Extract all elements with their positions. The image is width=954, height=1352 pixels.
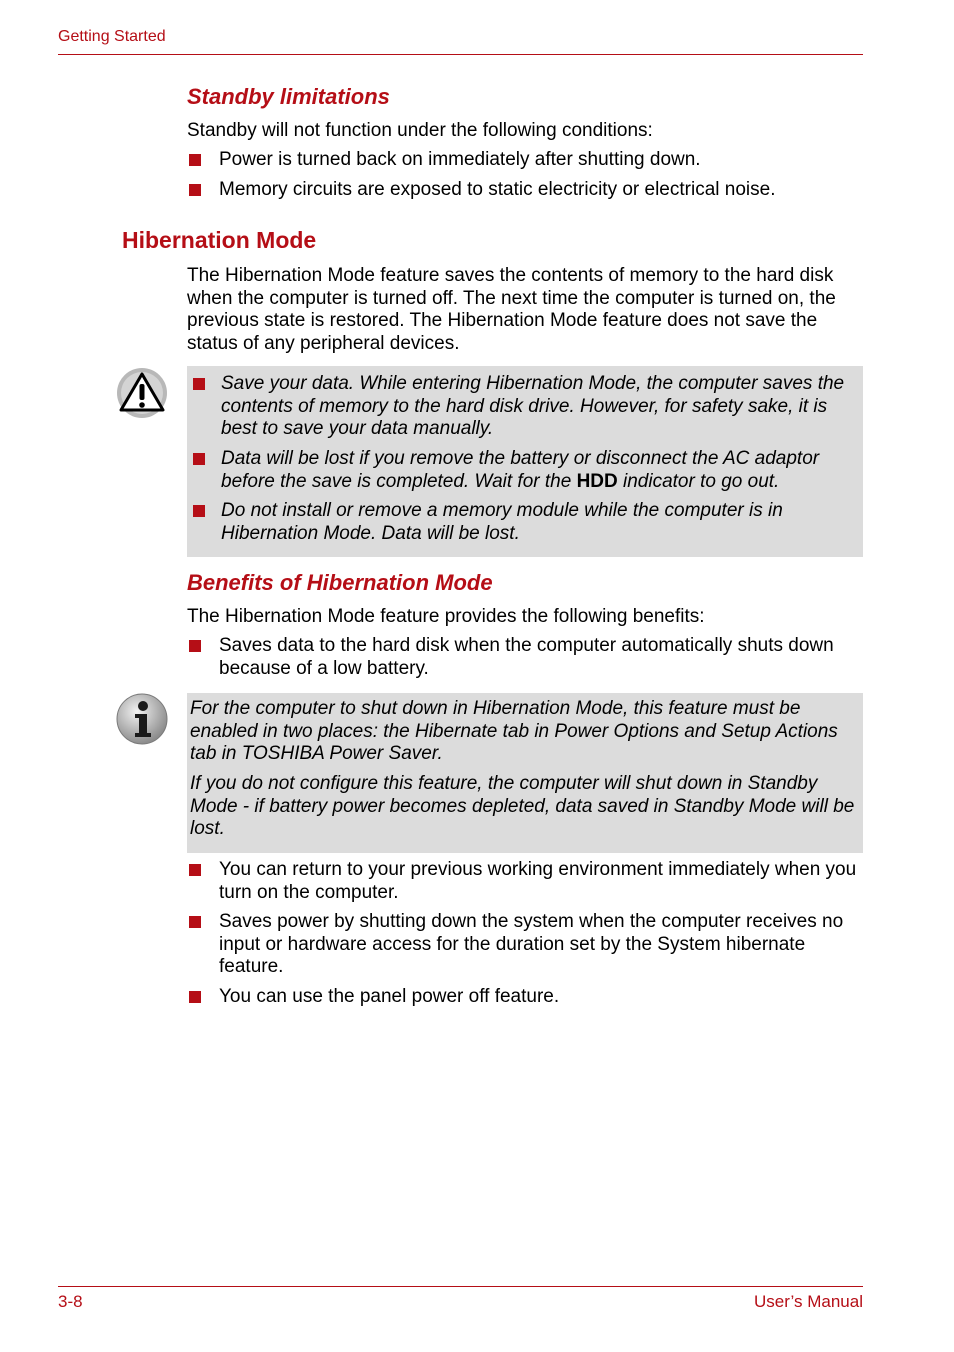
list-item: You can use the panel power off feature. bbox=[187, 986, 867, 1009]
bullet-square bbox=[189, 864, 201, 876]
list-item: You can return to your previous working environment immediately when you turn on the computer. bbox=[187, 859, 867, 904]
list-item: Save your data. While entering Hibernation Mode, the computer saves the contents of memory to the hard disk drive. However, for safety sake, it is best to save your data manually. bbox=[191, 373, 859, 441]
bullet-square bbox=[189, 640, 201, 652]
bullet-square bbox=[189, 184, 201, 196]
bullet-square bbox=[189, 154, 201, 166]
header-rule bbox=[58, 54, 863, 55]
running-header: Getting Started bbox=[58, 28, 166, 45]
list-item: Power is turned back on immediately after shutting down. bbox=[187, 149, 867, 172]
bullet-square bbox=[189, 991, 201, 1003]
info-icon bbox=[116, 693, 168, 745]
bullet-square bbox=[193, 453, 205, 465]
page-number: 3-8 bbox=[58, 1292, 83, 1311]
benefits-heading: Benefits of Hibernation Mode bbox=[187, 570, 493, 595]
list-item: Do not install or remove a memory module while the computer is in Hibernation Mode. Data will be lost. bbox=[191, 500, 859, 545]
standby-heading: Standby limitations bbox=[187, 84, 390, 109]
bullet-square bbox=[193, 378, 205, 390]
bullet-square bbox=[189, 916, 201, 928]
standby-intro: Standby will not function under the following conditions: bbox=[187, 120, 653, 141]
manual-title: User’s Manual bbox=[754, 1292, 863, 1311]
bullet-square bbox=[193, 505, 205, 517]
hdd-label: HDD bbox=[576, 470, 618, 492]
note-paragraph: If you do not configure this feature, the computer will shut down in Standby Mode - if battery power becomes depleted, data saved in Standby Mode will be lost. bbox=[190, 773, 855, 839]
note-paragraph: For the computer to shut down in Hibernation Mode, this feature must be enabled in two places: the Hibernate tab in Power Options and Setup Actions tab in TOSHIBA Power Saver. bbox=[190, 698, 838, 764]
hibernation-heading: Hibernation Mode bbox=[122, 227, 317, 253]
hibernation-intro: The Hibernation Mode feature saves the contents of memory to the hard disk when the computer is turned off. The next time the computer is turned on, the previous state is restored. The Hibernation Mode feature does not save the status of any peripheral devices. bbox=[187, 265, 836, 354]
note-box bbox=[187, 693, 863, 853]
benefits-intro: The Hibernation Mode feature provides the following benefits: bbox=[187, 606, 705, 627]
caution-box bbox=[187, 366, 863, 557]
list-item: Data will be lost if you remove the battery or disconnect the AC adaptor before the save is completed. Wait for the HDD indicator to go out. bbox=[191, 448, 859, 493]
footer-rule bbox=[58, 1286, 863, 1287]
list-item: Saves power by shutting down the system when the computer receives no input or hardware access for the duration set by the System hibernate feature. bbox=[187, 911, 867, 979]
warning-icon bbox=[116, 367, 168, 419]
list-item: Saves data to the hard disk when the computer automatically shuts down because of a low battery. bbox=[187, 635, 847, 680]
list-item: Memory circuits are exposed to static electricity or electrical noise. bbox=[187, 179, 867, 202]
